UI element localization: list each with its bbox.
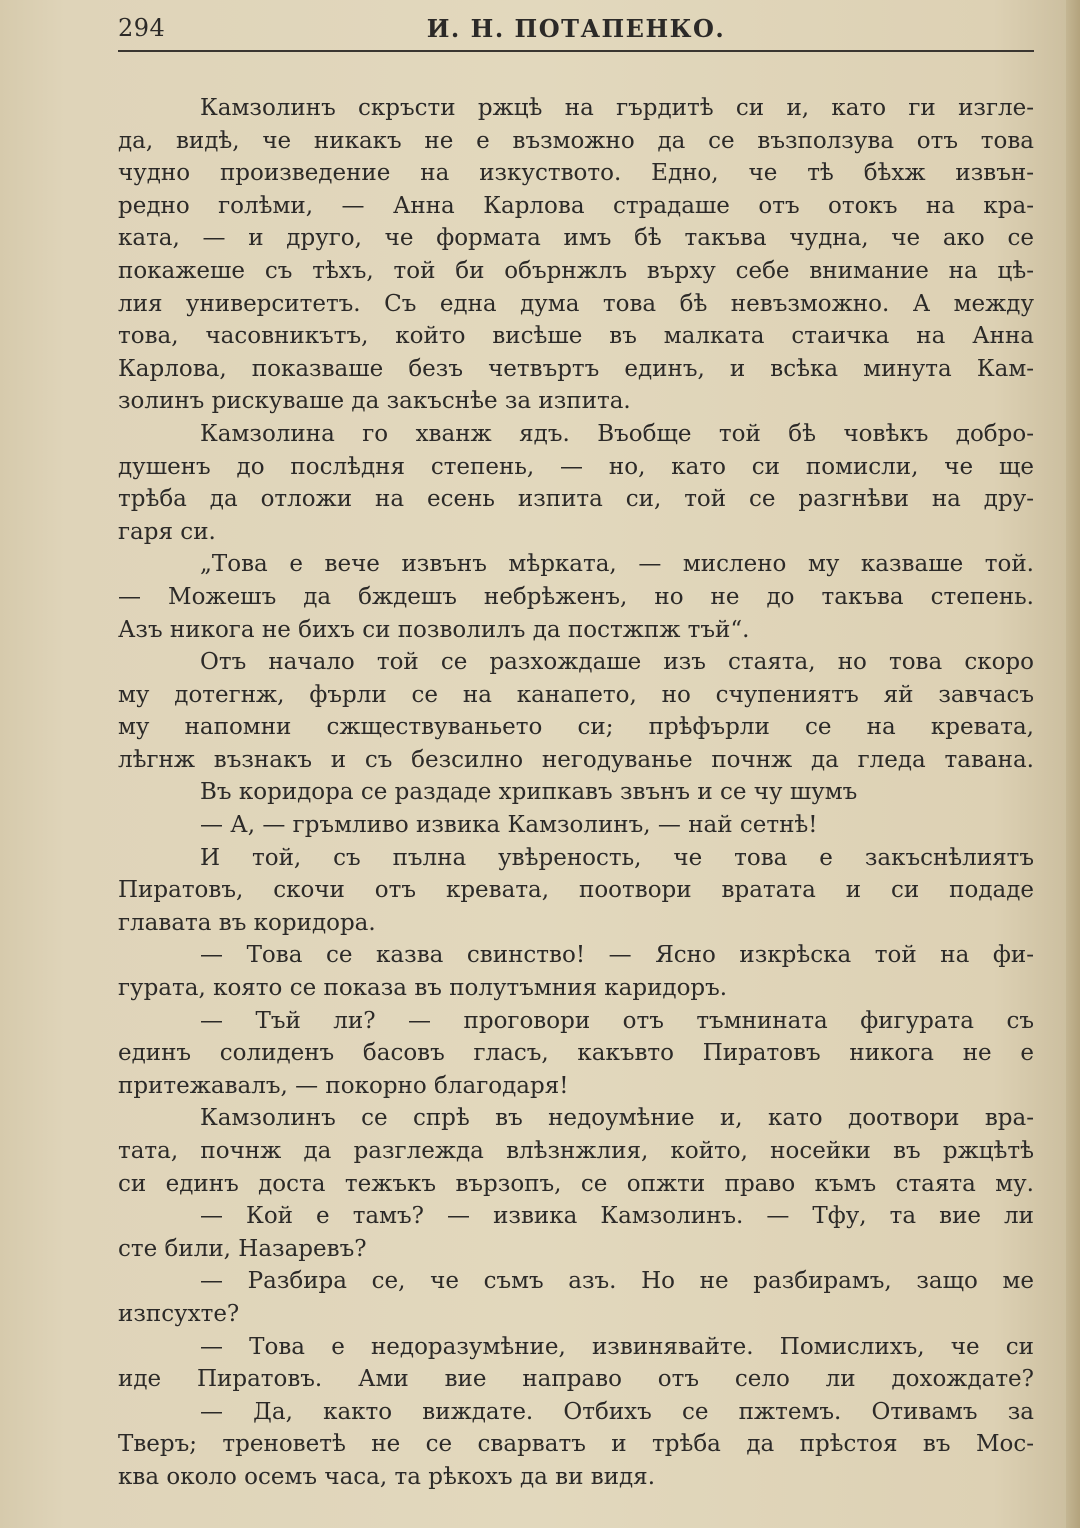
text-line: И той, съ пълна увѣреность, че това е закъснѣлиятъ: [200, 844, 1034, 871]
text-line: Отъ начало той се разхождаше изъ стаята, но това скоро: [200, 649, 1034, 676]
text-line: — Това се казва свинство! — Ясно изкрѣска той на фи-: [200, 942, 1034, 969]
body-text: [118, 92, 1034, 1494]
text-line: „Това е вече извънъ мѣрката, — мислено му казваше той.: [200, 551, 1034, 578]
running-head: И. Н. ПОТАПЕНКО.: [426, 14, 726, 43]
text-line: чудно произведение на изкуството. Едно, че тѣ бѣхж извън-: [118, 160, 1034, 187]
text-line: трѣба да отложи на есень изпита си, той се разгнѣви на дру-: [118, 486, 1034, 513]
text-line: да, видѣ, че никакъ не е възможно да се възползува отъ това: [118, 127, 1034, 154]
page-header: [118, 12, 1034, 46]
text-line: Камзолинъ скръсти ржцѣ на гърдитѣ си и, като ги изгле-: [200, 95, 1034, 121]
text-line: лѣгнж възнакъ и съ безсилно негодуванье почнж да гледа тавана.: [118, 746, 1034, 773]
page-edge: [1066, 0, 1080, 1528]
text-line: Карлова, показваше безъ четвъртъ единъ, и всѣка минута Кам-: [118, 355, 1034, 382]
text-line: Камзолинъ се спрѣ въ недоумѣние и, като доотвори вра-: [200, 1105, 1034, 1132]
text-line: единъ солиденъ басовъ гласъ, какъвто Пиратовъ никога не е: [118, 1040, 1034, 1067]
text-line: Пиратовъ, скочи отъ кревата, поотвори вратата и си подаде: [118, 877, 1034, 904]
text-line: притежавалъ, — покорно благодаря!: [118, 1072, 569, 1099]
text-line: ква около осемъ часа, та рѣкохъ да ви видя.: [118, 1463, 656, 1490]
text-line: — Тъй ли? — проговори отъ тъмнината фигурата съ: [200, 1007, 1034, 1034]
text-line: — Да, както виждате. Отбихъ се пжтемъ. Отивамъ за: [200, 1398, 1034, 1425]
text-line: му дотегнж, фърли се на канапето, но счупениятъ яй завчасъ: [118, 681, 1034, 708]
text-line: сте били, Назаревъ?: [118, 1235, 367, 1262]
text-line: това, часовникътъ, който висѣше въ малката стаичка на Анна: [118, 323, 1034, 350]
text-line: му напомни сжществуваньето си; прѣфърли се на кревата,: [118, 714, 1034, 741]
text-line: Тверъ; треноветѣ не се сварватъ и трѣба да прѣстоя въ Мос-: [118, 1431, 1034, 1458]
text-line: Въ коридора се раздаде хрипкавъ звънъ и се чу шумъ: [200, 779, 858, 806]
text-line: — Кой е тамъ? — извика Камзолинъ. — Тфу, та вие ли: [200, 1203, 1034, 1230]
text-line: — Можешъ да бждешъ небрѣженъ, но не до такъва степень.: [118, 583, 1034, 610]
text-line: гаря си.: [118, 518, 216, 545]
text-line: Камзолина го хванж ядъ. Въобще той бѣ човѣкъ добро-: [200, 420, 1034, 447]
text-line: золинъ рискуваше да закъснѣе за изпита.: [118, 388, 631, 415]
text-line: си единъ доста тежъкъ вързопъ, се опжти право къмъ стаята му.: [118, 1170, 1034, 1197]
text-line: главата въ коридора.: [118, 909, 376, 936]
text-line: — А, — гръмливо извика Камзолинъ, — най сетнѣ!: [200, 812, 818, 839]
text-line: ката, — и друго, че формата имъ бѣ такъва чудна, че ако се: [118, 225, 1034, 252]
text-line: душенъ до послѣдня степень, — но, като си помисли, че ще: [118, 453, 1034, 480]
page-number: 294: [118, 14, 166, 42]
text-line: гурата, която се показа въ полутъмния каридоръ.: [118, 975, 728, 1002]
text-line: Азъ никога не бихъ си позволилъ да постжпж тъй“.: [118, 616, 750, 643]
text-line: лия университетъ. Съ една дума това бѣ невъзможно. А между: [118, 290, 1034, 317]
text-line: — Разбира се, че съмъ азъ. Но не разбирамъ, защо ме: [200, 1268, 1034, 1295]
text-line: — Това е недоразумѣние, извинявайте. Помислихъ, че си: [200, 1333, 1034, 1360]
text-line: тата, почнж да разглежда влѣзнжлия, който, носейки въ ржцѣтѣ: [118, 1138, 1034, 1164]
header-rule: [118, 50, 1034, 52]
text-line: покажеше съ тѣхъ, той би обърнжлъ върху себе внимание на цѣ-: [118, 257, 1034, 284]
text-line: иде Пиратовъ. Ами вие направо отъ село ли дохождате?: [118, 1366, 1034, 1393]
text-line: редно голѣми, — Анна Карлова страдаше отъ отокъ на кра-: [118, 192, 1034, 219]
text-line: изпсухте?: [118, 1300, 240, 1327]
